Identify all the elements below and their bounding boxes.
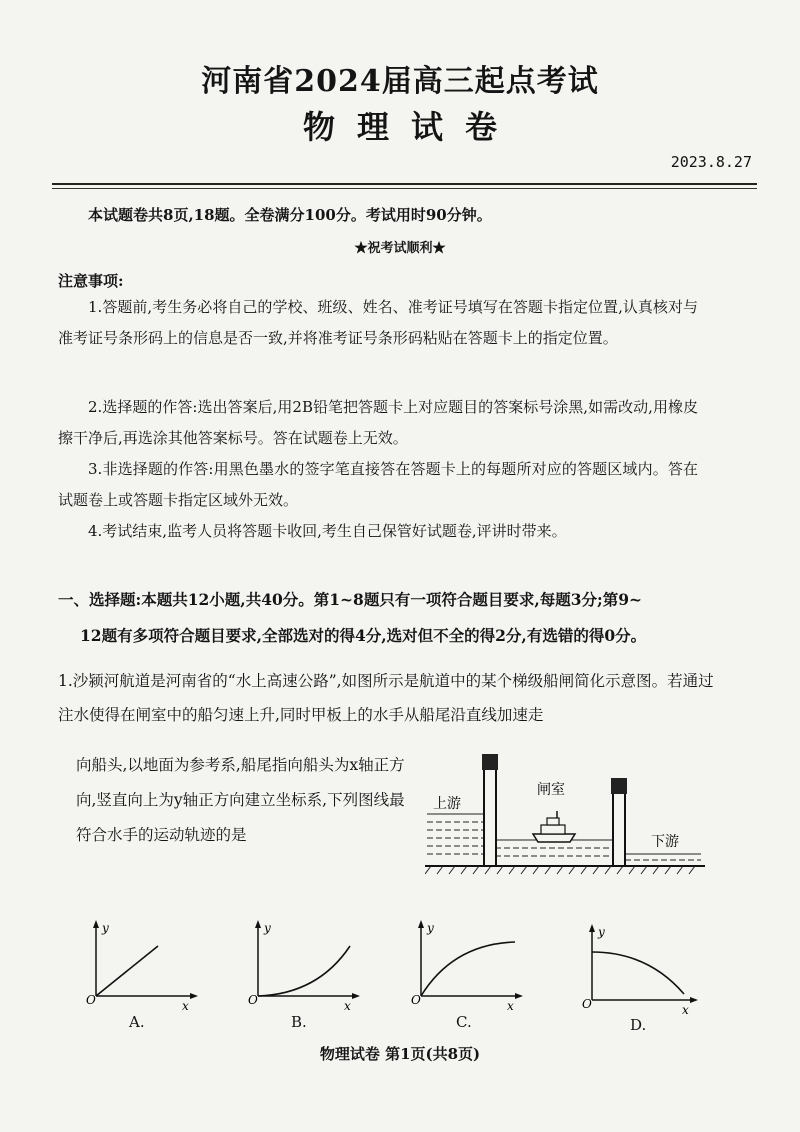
good-luck-banner: ★祝考试顺利★: [354, 241, 446, 256]
option-a-curve: [96, 946, 158, 996]
exam-date: 2023.8.27: [670, 153, 752, 171]
svg-text:y: y: [264, 921, 271, 935]
svg-text:y: y: [427, 921, 434, 935]
svg-text:y: y: [102, 921, 109, 935]
question-1-stem: 1.沙颍河航道是河南省的“水上高速公路”,如图所示是航道中的某个梯级船闸简化示意图。若通过注水使得在闸室中的船匀速上升,同时甲板上的水手从船尾沿直线加速走: [58, 672, 714, 724]
option-d-curve: [592, 952, 684, 994]
notice-heading: 注意事项:: [58, 272, 124, 290]
section-instruction-line-1: 一、选择题:本题共12小题,共40分。第1~8题只有一项符合题目要求,每题3分;第9~: [58, 590, 642, 609]
option-c-graph: [403, 918, 528, 1013]
svg-text:O: O: [411, 993, 421, 1007]
exam-title: 河南省2024届高三起点考试: [201, 64, 599, 99]
option-b-label[interactable]: B.: [291, 1013, 307, 1031]
svg-text:x: x: [507, 999, 514, 1013]
svg-text:x: x: [344, 999, 351, 1013]
option-c-label[interactable]: C.: [456, 1013, 472, 1031]
notice-item-2: 2.选择题的作答:选出答案后,用2B铅笔把答题卡上对应题目的答案标号涂黑,如需改动,用橡皮擦干净后,再选涂其他答案标号。答在试题卷上无效。: [58, 398, 698, 447]
svg-text:O: O: [248, 993, 258, 1007]
notice-item-3: 3.非选择题的作答:用黑色墨水的签字笔直接答在答题卡上的每题所对应的答题区域内。答在试题卷上或答题卡指定区域外无效。: [58, 460, 698, 509]
chamber-label: 闸室: [537, 782, 565, 798]
option-a-graph: [78, 918, 203, 1013]
upstream-label: 上游: [433, 796, 461, 812]
svg-text:x: x: [182, 999, 189, 1013]
option-c-curve: [421, 942, 515, 996]
notice-item-4: 4.考试结束,监考人员将答题卡收回,考生自己保管好试题卷,评讲时带来。: [88, 522, 567, 540]
svg-text:y: y: [598, 925, 605, 939]
svg-text:x: x: [682, 1003, 689, 1017]
downstream-label: 下游: [651, 834, 679, 850]
option-b-curve: [258, 946, 350, 996]
ship-lock-figure: [425, 750, 705, 885]
header-rule: [52, 183, 757, 185]
header-rule-thin: [52, 188, 757, 189]
notice-item-1: 1.答题前,考生务必将自己的学校、班级、姓名、准考证号填写在答题卡指定位置,认真核对与准考证号条形码上的信息是否一致,并将准考证号条形码粘贴在答题卡上的指定位置。: [58, 298, 698, 347]
subject-title: 物理试卷: [302, 108, 519, 146]
option-d-label[interactable]: D.: [630, 1016, 647, 1034]
question-1-stem-continued: 向船头,以地面为参考系,船尾指向船头为x轴正方向,竖直向上为y轴正方向建立坐标系,下列图线最符合水手的运动轨迹的是: [76, 756, 405, 844]
boat-icon: [533, 811, 575, 842]
option-d-graph: [578, 922, 703, 1017]
svg-text:O: O: [582, 997, 592, 1011]
section-instruction-line-2: 12题有多项符合题目要求,全部选对的得4分,选对但不全的得2分,有选错的得0分。: [80, 626, 647, 645]
exam-intro: 本试题卷共8页,18题。全卷满分100分。考试用时90分钟。: [88, 206, 492, 224]
svg-text:O: O: [86, 993, 96, 1007]
option-b-graph: [240, 918, 365, 1013]
option-a-label[interactable]: A.: [129, 1013, 145, 1031]
page-footer: 物理试卷 第1页(共8页): [319, 1045, 481, 1063]
